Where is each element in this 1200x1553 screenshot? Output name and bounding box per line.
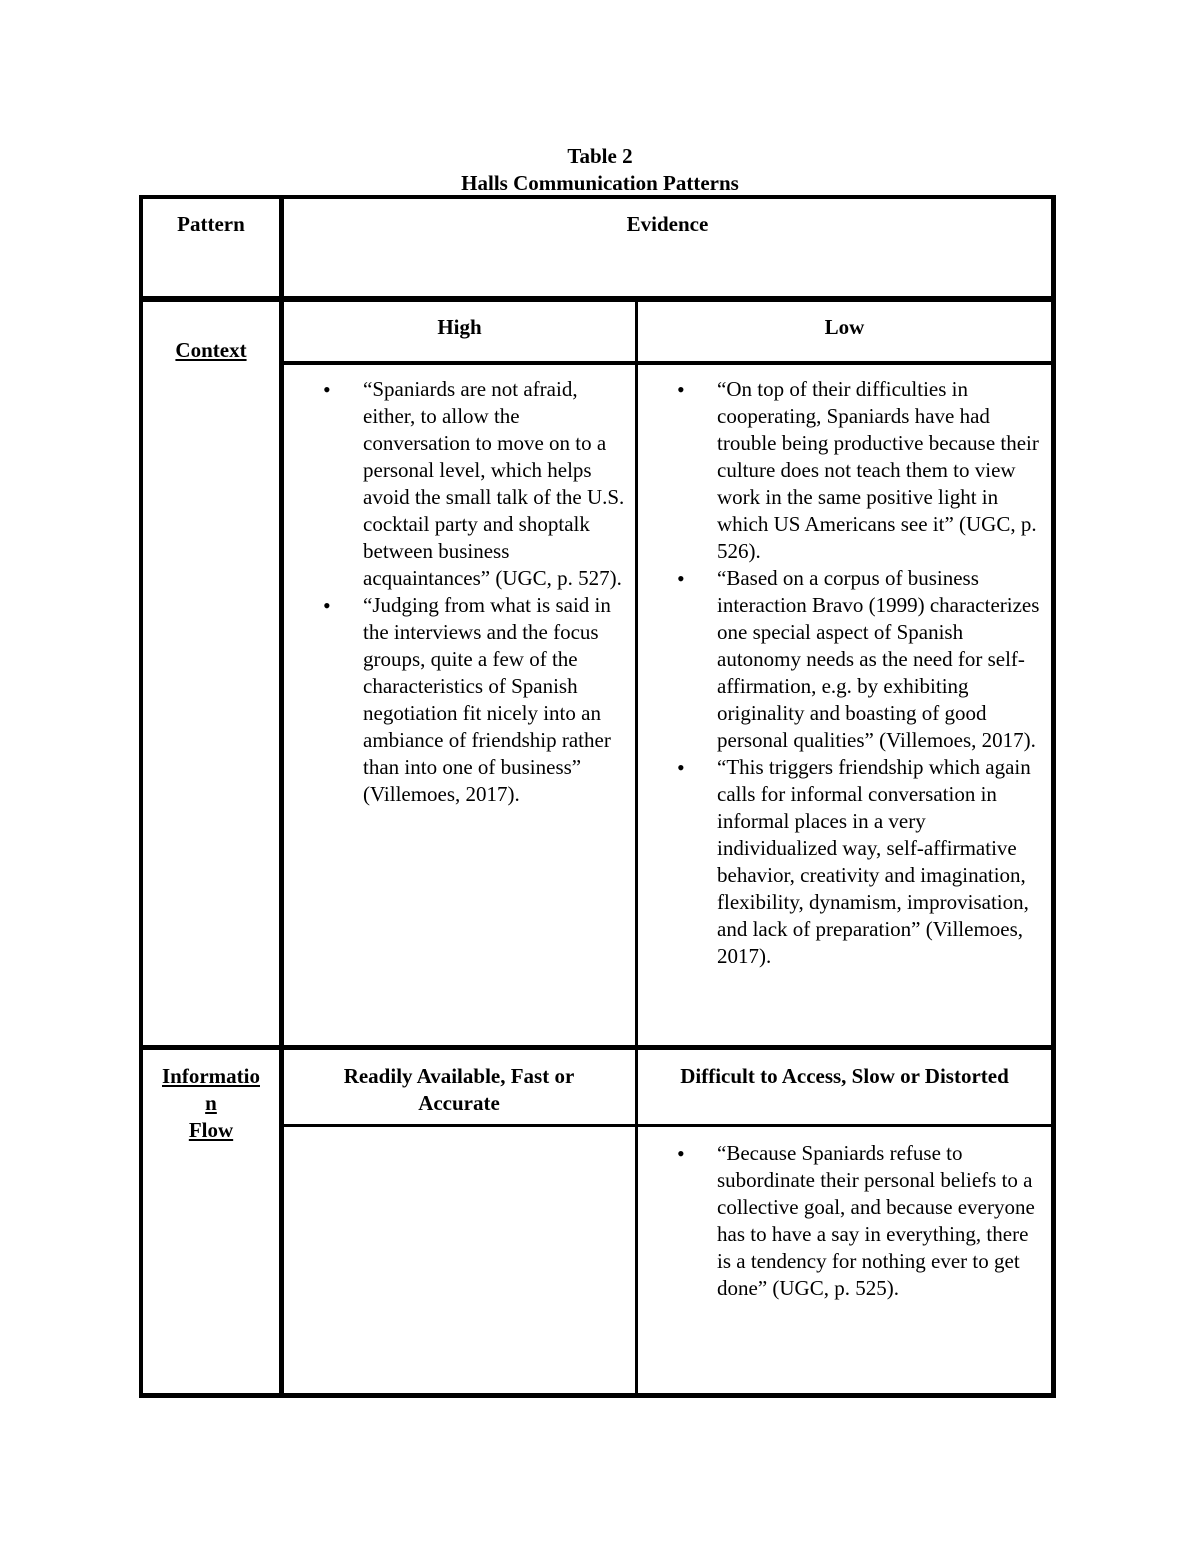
context-label: Context (175, 338, 247, 362)
table-border-right (1051, 195, 1056, 1398)
list-item: • “Because Spaniards refuse to subordinate their personal beliefs to a collective goal, and because everyone has to have a say in everything, there is a tendency for nothing ever to get done” (UGC, p. 525). (677, 1140, 1047, 1302)
pattern-header: Pattern (177, 212, 245, 236)
table-caption-title: Halls Communication Patterns (461, 171, 739, 195)
low-context-evidence-list (677, 376, 1047, 970)
flow-subheader-divider (282, 1124, 1054, 1127)
context-subheader-divider (282, 361, 1054, 365)
list-item: • “This triggers friendship which again calls for informal conversation in informal places in a very individualized way, self-affirmative behavior, creativity and imagination, flexibility, dynamism, improvisation, and lack of preparation” (Villemoes, 2017). (677, 754, 1047, 970)
readily-available-heading: Readily Available, Fast or Accurate (343, 1064, 575, 1115)
list-item: • “Spaniards are not afraid, either, to allow the conversation to move on to a personal level, which helps avoid the small talk of the U.S. cocktail party and shoptalk between business acquaintances” (UGC, p. 527). (323, 376, 631, 592)
difficult-access-evidence-list (677, 1140, 1047, 1302)
table-caption-number: Table 2 (567, 144, 633, 168)
pattern-column-divider (279, 197, 284, 1398)
evidence-header: Evidence (626, 212, 709, 236)
table-border-left (139, 195, 143, 1398)
evidence-column-divider (635, 302, 638, 1396)
information-flow-label-line3: Flow (188, 1118, 234, 1142)
table-border-bottom (139, 1393, 1056, 1398)
low-context-heading: Low (824, 315, 865, 339)
high-context-heading: High (437, 315, 482, 339)
table-border-top (139, 195, 1056, 199)
list-item: • “On top of their difficulties in cooperating, Spaniards have had trouble being productive because their culture does not teach them to view work in the same positive light in which US Americans see it” (UGC, p. 526). (677, 376, 1047, 565)
list-item: • “Judging from what is said in the interviews and the focus groups, quite a few of the characteristics of Spanish negotiation fit nicely into an ambiance of friendship rather than into one of business” (Villemoes, 2017). (323, 592, 631, 808)
header-row-divider (139, 296, 1056, 302)
information-flow-label (143, 1063, 279, 1144)
high-context-evidence-list (323, 376, 631, 808)
context-row-divider (139, 1045, 1056, 1050)
difficult-access-heading: Difficult to Access, Slow or Distorted (680, 1064, 1009, 1088)
information-flow-label-line1: Informatio (162, 1064, 260, 1088)
information-flow-label-line2: n (205, 1091, 217, 1115)
list-item: • “Based on a corpus of business interaction Bravo (1999) characterizes one special aspect of Spanish autonomy needs as the need for self-affirmation, e.g. by exhibiting originality and boasting of good personal qualities” (Villemoes, 2017). (677, 565, 1047, 754)
